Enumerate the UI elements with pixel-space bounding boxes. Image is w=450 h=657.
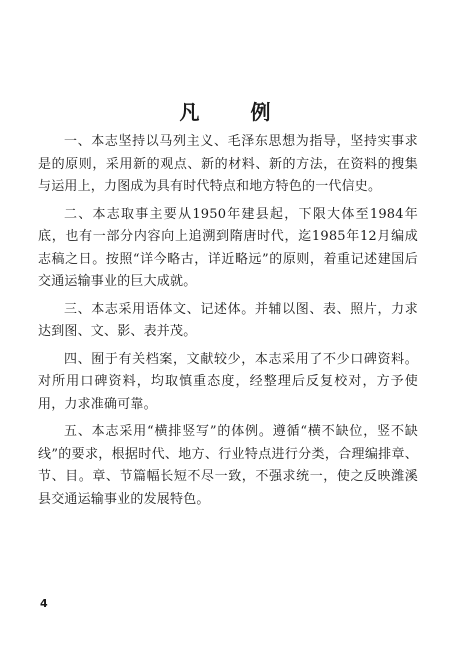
paragraph-5: 五、本志采用“横排竖写”的体例。遵循“横不缺位，竖不缺线”的要求，根据时代、地方、行业特点进行分类，合理编排章、节、目。章、节篇幅长短不尽一致，不强求统一，使之反映潍溪县交通运输事业的发展特色。 <box>38 424 418 507</box>
paragraph-2: 二、本志取事主要从1950年建县起，下限大体至1984年底，也有一部分内容向上追溯到隋唐时代，迄1985年12月编成志稿之日。按照“详今略古，详近略远”的原则，着重记述建国后交通运输事业的巨大成就。 <box>38 206 418 289</box>
paragraph-3: 三、本志采用语体文、记述体。并辅以图、表、照片，力求达到图、文、影、表并茂。 <box>38 301 418 339</box>
page-number: 4 <box>40 597 48 610</box>
paragraph-4: 四、囿于有关档案，文献较少，本志采用了不少口碑资料。对所用口碑资料，均取慎重态度，经整理后反复校对，方予使用，力求准确可靠。 <box>38 351 418 412</box>
document-body <box>38 131 418 516</box>
page-title: 凡 例 <box>179 100 293 124</box>
paragraph-1: 一、本志坚持以马列主义、毛泽东思想为指导，坚持实事求是的原则，采用新的观点、新的材料、新的方法，在资料的搜集与运用上，力图成为具有时代特点和地方特色的一代信史。 <box>38 134 418 194</box>
